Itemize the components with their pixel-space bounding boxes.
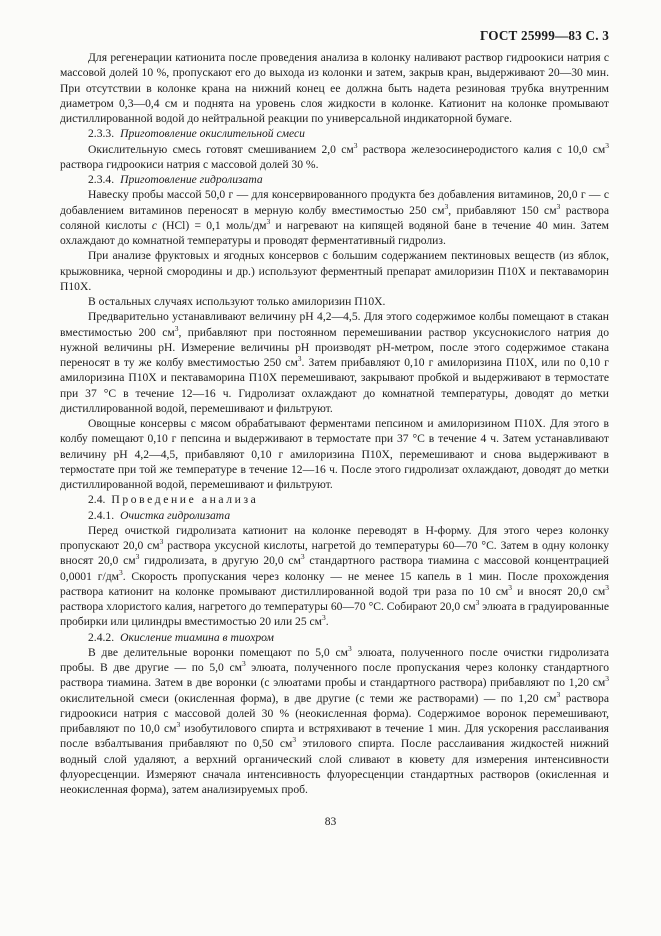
paragraph-vegetable-meat: Овощные консервы с мясом обрабатывают ферментами пепсином и амилоризином П10Х. Для этого в колбу помещают 0,10 г пепсина и выдерживают в термостате при 37 °С в течение 4 ч. Затем устанавливают величину pH 4,2—4,5, прибавляют 0,10 г амилоризина П10Х, перемешивают и снова выдерживают в термостате при той же температуре в течение 12—16 ч. После этого гидролизат охлаждают, доводят до метки дистиллированной водой, перемешивают и фильтруют. <box>60 417 609 491</box>
paragraph-hydrolysate-cleaning: Перед очисткой гидролизата катионит на колонке переводят в H-форму. Для этого через колонку пропускают 20,0 $см^3$ раствора уксусной кислоты, нагретой до температуры 60—70 °С. Затем в одну колонку вносят 20,0 $см^3$ гидролизата, в другую 20,0 $см^3$ стандартного раствора тиамина с массовой концентрацией 0,0001 $г/дм^3$. Скорость пропускания через колонку — не менее 15 капель в 1 мин. После прохождения раствора катионит на колонке промывают дистиллированной водой три раза по 10 $см^3$ и вносят 20,0 $см^3$ раствора хлористого калия, нагретого до температуры 60—70 °С. Собирают 20,0 $см^3$ элюата в градуированные пробирки или цилиндры вместимостью 20 или 25 $см^3$. <box>60 523 609 629</box>
section-heading-2-3-4: 2.3.4. Приготовление гидролизата <box>88 173 263 186</box>
paragraph-thiamine-oxidation: В две делительные воронки помещают по 5,0 $см^3$ элюата, полученного после очистки гидролизата пробы. В две другие — по 5,0 $см^3$ элюата, полученного после пропускания через колонку стандартного раствора тиамина. Затем в две воронки (с элюатами пробы и стандартного раствора) прибавляют по 1,20 $см^3$ окислительной смеси (окисленная форма), в две другие (с теми же растворами) — по 1,20 $см^3$ раствора гидроокиси натрия с массовой долей 30 % (неокисленная форма). Содержимое воронок перемешивают, прибавляют по 10,0 $см^3$ изобутилового спирта и встряхивают в течение 1 мин. Для ускорения расслаивания после взбалтывания прибавляют по 0,50 $см^3$ этилового спирта. После расслаивания жидкостей нижний водный слой удаляют, а верхний органический слой сливают в кювету для измерения интенсивности флуоресценции. Измеряют сначала интенсивность флуоресценции стандартных растворов (окисленная и неокисленная форма), затем анализируемых проб. <box>60 643 610 796</box>
section-heading-2-3-3: 2.3.3. Приготовление окислительной смеси <box>88 127 305 141</box>
section-heading-2-4: 2.4. Проведение анализа <box>88 493 259 507</box>
section-heading-2-4-1: 2.4.1. Очистка гидролизата <box>88 508 231 522</box>
document-body <box>60 50 609 797</box>
paragraph-other-cases: В остальных случаях используют только амилоризин П10Х. <box>88 295 386 308</box>
paragraph-sample-weight: Навеску пробы массой 50,0 г — для консервированного продукта без добавления витаминов, 20,0 г — с добавлением витаминов переносят в мерную колбу вместимостью 250 $см^3$, прибавляют 150 $см^3$ раствора соляной кислоты c (HCl) = 0,1 моль/$дм^3$ и нагревают на кипящей водяной бане в течение 40 мин. Затем охлаждают до комнатной температуры и проводят ферментативный гидролиз. <box>60 188 609 247</box>
page-number: 83 <box>324 815 337 828</box>
paragraph-fruit-preserves: При анализе фруктовых и ягодных консервов с большим содержанием пектиновых веществ (из яблок, крыжовника, черной смородины и др.) используют ферментный препарат амилоризин П10Х и пектаваморин П10Х. <box>60 249 609 293</box>
paragraph-regeneration: Для регенерации катионита после проведения анализа в колонку наливают раствор гидроокиси натрия с массовой долей 10 %, пропускают его до выхода из колонки и затем, закрыв кран, выдерживают 20—30 мин. При отсутствии в колонке крана на нижний конец ее должна быть надета резиновая трубка внутренним диаметром 0,3—0,4 см и поднята на уровень слоя жидкости в колонке. Катионит на колонке промывают дистиллированной водой до нейтральной реакции по универсальной индикаторной бумаге. <box>60 51 609 125</box>
paragraph-oxidizing-mixture: Окислительную смесь готовят смешиванием 2,0 $см^3$ раствора железосинеродистого калия с 10,0 $см^3$ раствора гидроокиси натрия с массовой долей 30 %. <box>60 140 609 171</box>
section-heading-2-4-2: 2.4.2. Окисление тиамина в тиохром <box>88 630 274 644</box>
page-header: ГОСТ 25999—83 С. 3 <box>479 28 609 43</box>
paragraph-ph-adjustment: Предварительно устанавливают величину pH 4,2—4,5. Для этого содержимое колбы помещают в стакан вместимостью 200 $см^3$, прибавляют при постоянном перемешивании раствор уксуснокислого натрия до нужной величины pH. Измерение величины pH производят pH-метром, после этого содержимое стакана переносят в ту же колбу вместимостью 250 $см^3$. Затем прибавляют 0,10 г амилоризина П10Х, или по 0,10 г амилоризина П10Х и пектаваморина П10Х перемешивают, закрывают пробкой и выдерживают в термостате при 37 °С в течение 12—16 ч. Гидролизат охлаждают до комнатной температуры, доводят до метки дистиллированной водой, перемешивают и фильтруют. <box>60 310 609 415</box>
